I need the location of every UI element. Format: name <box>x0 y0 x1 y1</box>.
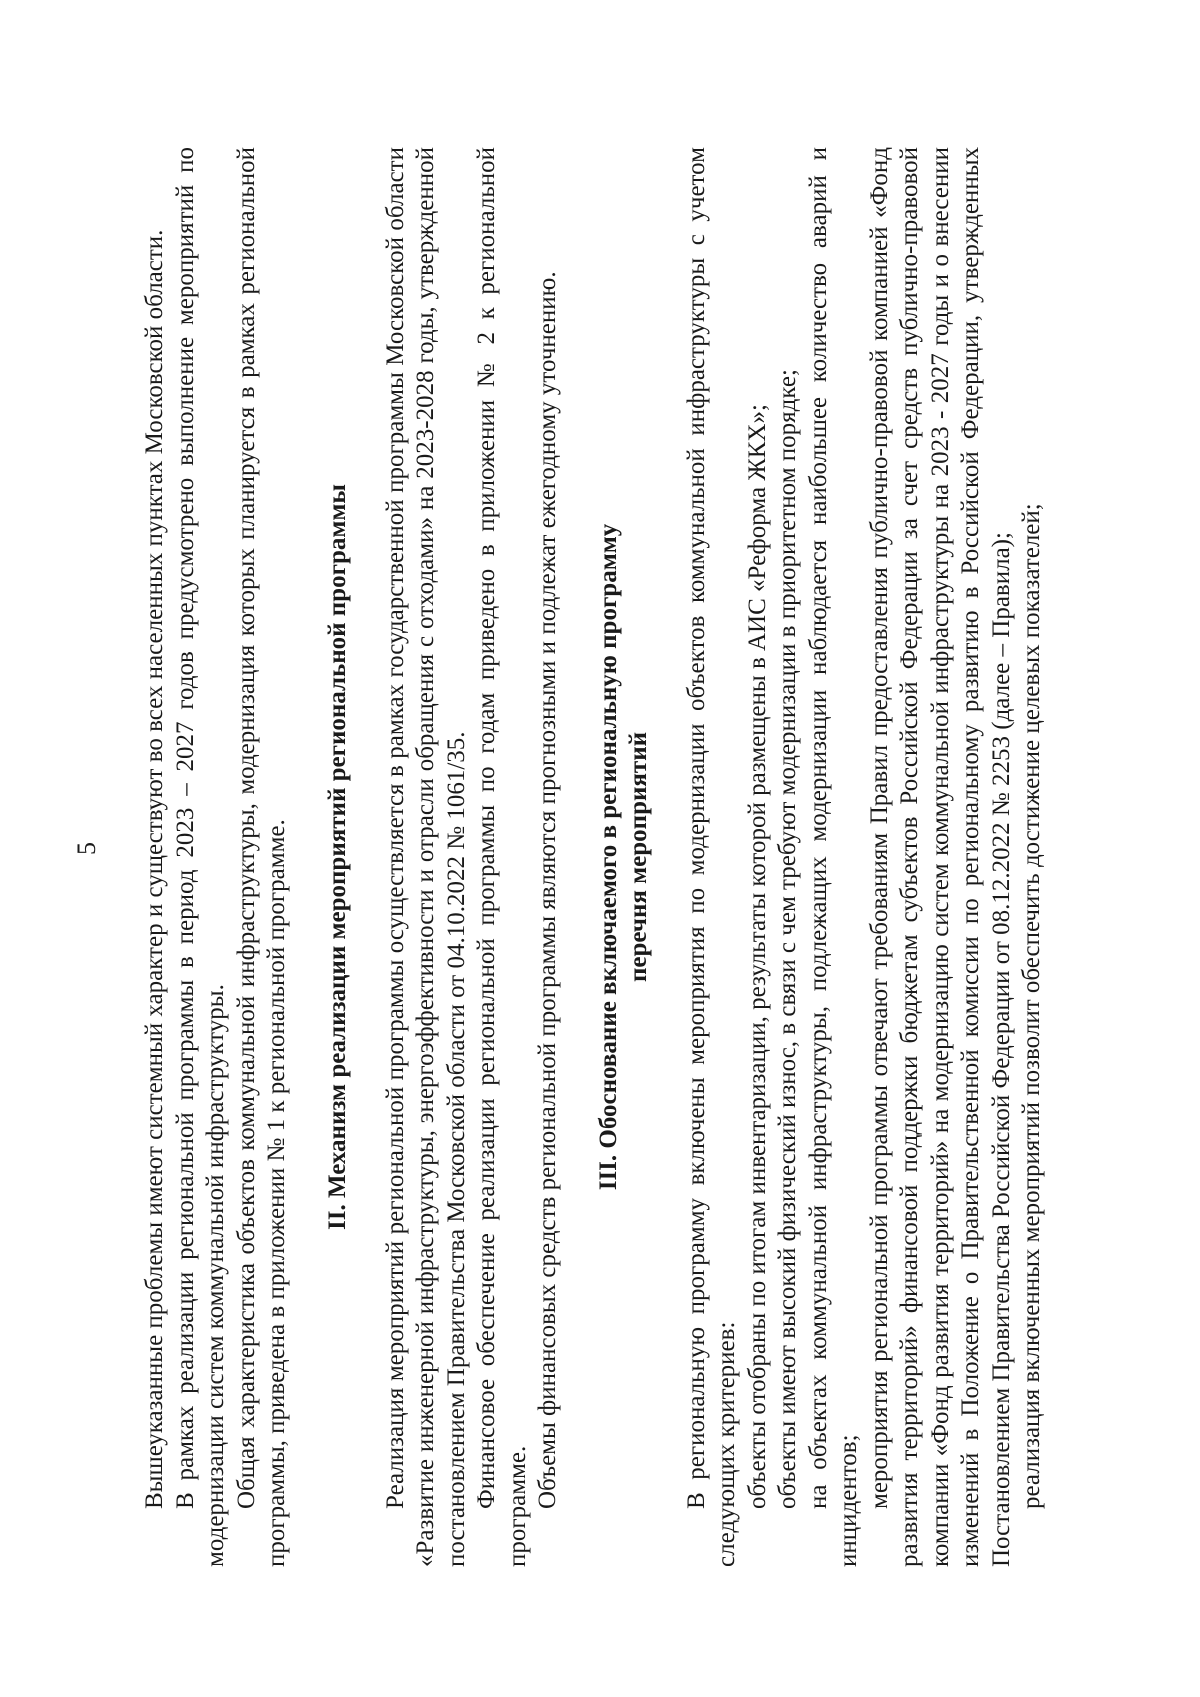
document-body <box>140 147 1048 1567</box>
section-heading <box>594 147 654 1567</box>
section-heading-text: II. Механизм реализации мероприятий региональной программы <box>323 484 351 1230</box>
list-item: мероприятия региональной программы отвечают требованиям Правил предоставления публично-правовой компанией «Фонд развития территорий» финансовой поддержки бюджетам субъектов Российской Федерации за счет средств публично-правовой компании «Фонд развития территорий» на модернизацию систем коммунальной инфраструктуры на 2023 - 2027 годы и о внесении изменений в Положение о Правительственной комиссии по региональному развитию в Российской Федерации, утвержденных Постановлением Правительства Российской Федерации от 08.12.2022 № 2253 (далее – Правила); <box>865 147 1015 1567</box>
section-heading <box>323 147 353 1567</box>
paragraph: В рамках реализации региональной программы в период 2023 – 2027 годов предусмотрено выполнение мероприятий по модернизации систем коммунальной инфраструктуры. <box>171 147 229 1567</box>
paragraph: Реализация мероприятий региональной программы осуществляется в рамках государственной программы Московской области «Развитие инженерной инфраструктуры, энергоэффективности и отрасли обращения с отходами» на 2023-2028 годы, утвержденной постановлением Правительства Московской области от 04.10.2022 № 1061/35. <box>381 147 470 1567</box>
paragraph: Общая характеристика объектов коммунальной инфраструктуры, модернизация которых планируется в рамках региональной программы, приведена в приложении № 1 к региональной программе. <box>232 147 290 1567</box>
paragraph: Финансовое обеспечение реализации региональной программы по годам приведено в приложении № 2 к региональной программе. <box>473 147 531 1567</box>
paragraph: Вышеуказанные проблемы имеют системный характер и существуют во всех населенных пунктах Московской области. <box>141 229 168 1509</box>
section-heading-text: III. Обоснование включаемого в региональную программу <box>594 523 622 1191</box>
list-item: реализация включенных мероприятий позволит обеспечить достижение целевых показателей; <box>1018 503 1045 1509</box>
page-number: 5 <box>72 842 101 855</box>
paragraph: Объемы финансовых средств региональной программы являются прогнозными и подлежат ежегодному уточнению. <box>534 271 561 1509</box>
list-item: объекты отобраны по итогам инвентаризации, результаты которой размещены в АИС «Реформа ЖКХ»; <box>743 404 771 1509</box>
section-heading-text: перечня мероприятий <box>624 732 652 983</box>
list-item: объекты имеют высокий физический износ, в связи с чем требуют модернизации в приоритетном порядке; <box>774 369 801 1509</box>
paragraph: В региональную программу включены мероприятия по модернизации объектов коммунальной инфраструктуры с учетом следующих критериев: <box>682 147 740 1567</box>
list-item: на объектах коммунальной инфраструктуры, подлежащих модернизации наблюдается наибольшее количество аварий и инцидентов; <box>804 147 862 1567</box>
